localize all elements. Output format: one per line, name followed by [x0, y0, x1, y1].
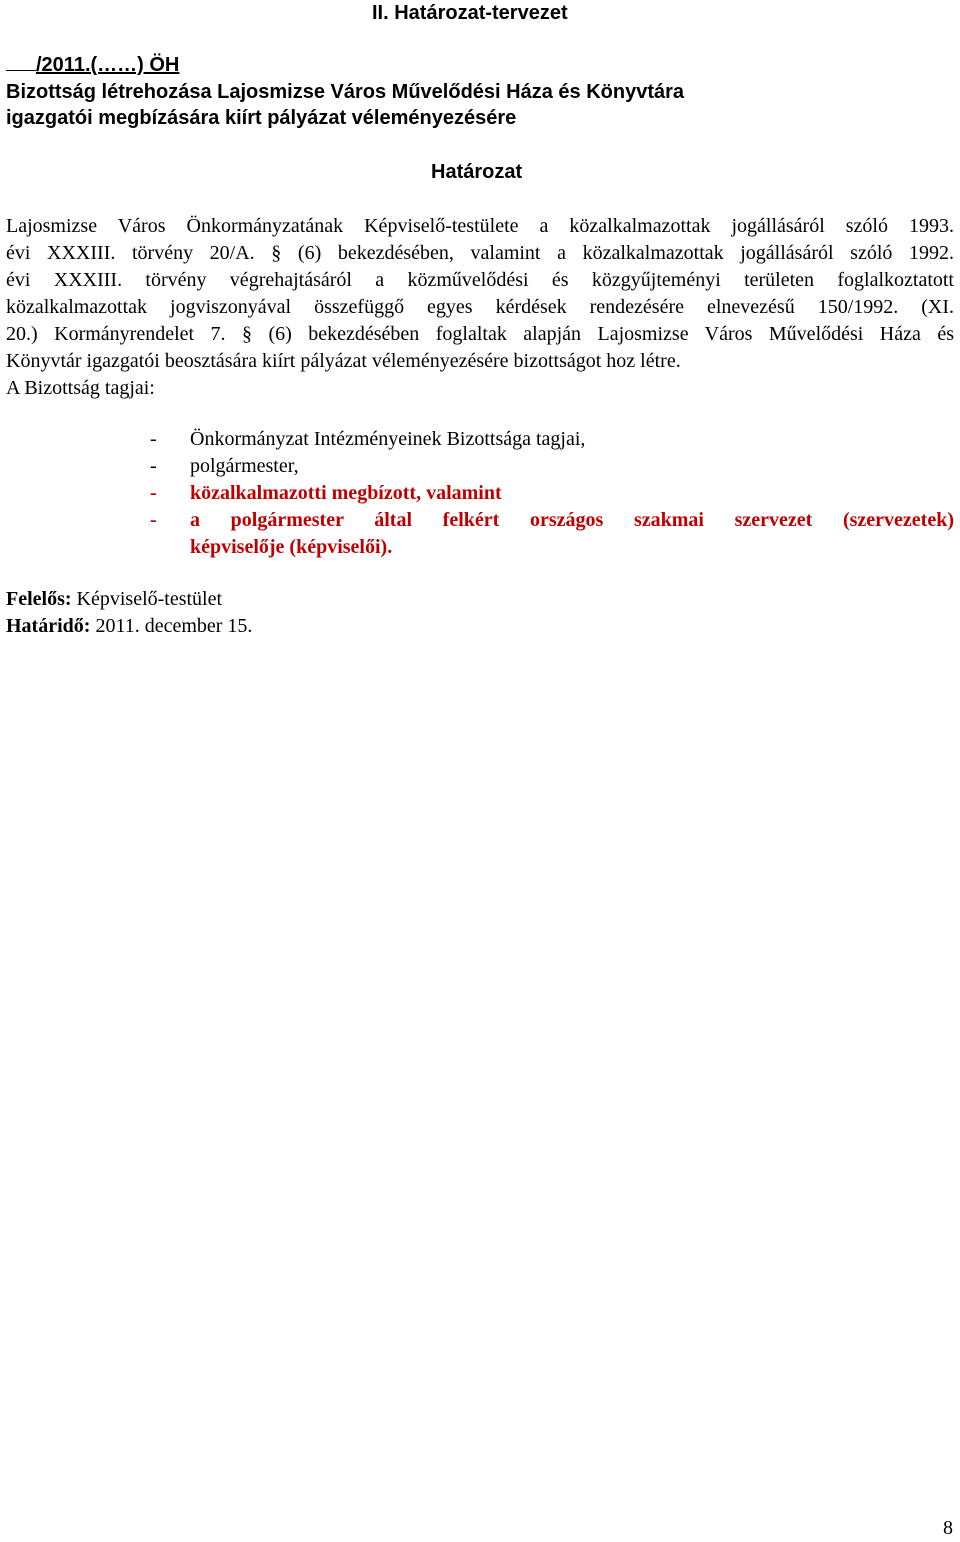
resolution-number: [6, 52, 179, 79]
deadline-line: [6, 613, 252, 640]
subject-line-1: Bizottság létrehozása Lajosmizse Város Művelődési Háza és Könyvtára: [6, 81, 685, 103]
subject-line-2: igazgatói megbízására kiírt pályázat véleményezésére: [6, 107, 517, 129]
member-item: Önkormányzat Intézményeinek Bizottsága tagjai,: [190, 428, 586, 450]
body-line-last: Könyvtár igazgatói beosztására kiírt pályázat véleményezésére bizottságot hoz létre.: [6, 350, 681, 372]
deadline-label: Határidő:: [6, 615, 91, 637]
member-item-highlighted: a polgármester által felkért országos szakmai szervezet (szervezetek): [190, 509, 954, 531]
resolution-heading: Határozat: [431, 161, 523, 183]
deadline-value: 2011. december 15.: [95, 615, 253, 637]
list-dash: -: [150, 482, 157, 504]
member-item-highlighted-continuation: képviselője (képviselői).: [190, 536, 393, 558]
members-heading: A Bizottság tagjai:: [6, 377, 155, 399]
blank-underline: [6, 52, 36, 71]
resolution-body: [6, 213, 954, 375]
resolution-number-text: /2011.(……) ÖH: [36, 54, 180, 76]
member-item: polgármester,: [190, 455, 299, 477]
list-dash: -: [150, 428, 157, 450]
page-number: 8: [943, 1517, 953, 1539]
responsible-label: Felelős:: [6, 588, 72, 610]
section-title: II. Határozat-tervezet: [372, 2, 568, 24]
body-line: közalkalmazottak jogviszonyával összefüggő egyes kérdések rendezésére elnevezésű 150/1992. (XI.: [6, 296, 954, 318]
member-item-highlighted: közalkalmazotti megbízott, valamint: [190, 482, 502, 504]
body-line: Lajosmizse Város Önkormányzatának Képviselő-testülete a közalkalmazottak jogállásáról szóló 1993.: [6, 215, 954, 237]
body-line: évi XXXIII. törvény végrehajtásáról a közművelődési és közgyűjteményi területen foglalkoztatott: [6, 269, 954, 291]
body-line: évi XXXIII. törvény 20/A. § (6) bekezdésében, valamint a közalkalmazottak jogállásáról szóló 1992.: [6, 242, 954, 264]
list-dash: -: [150, 509, 157, 531]
list-dash: -: [150, 455, 157, 477]
responsible-value: Képviselő-testület: [76, 588, 223, 610]
body-line: 20.) Kormányrendelet 7. § (6) bekezdésében foglaltak alapján Lajosmizse Város Művelődési Háza és: [6, 323, 954, 345]
responsible-line: [6, 586, 222, 613]
